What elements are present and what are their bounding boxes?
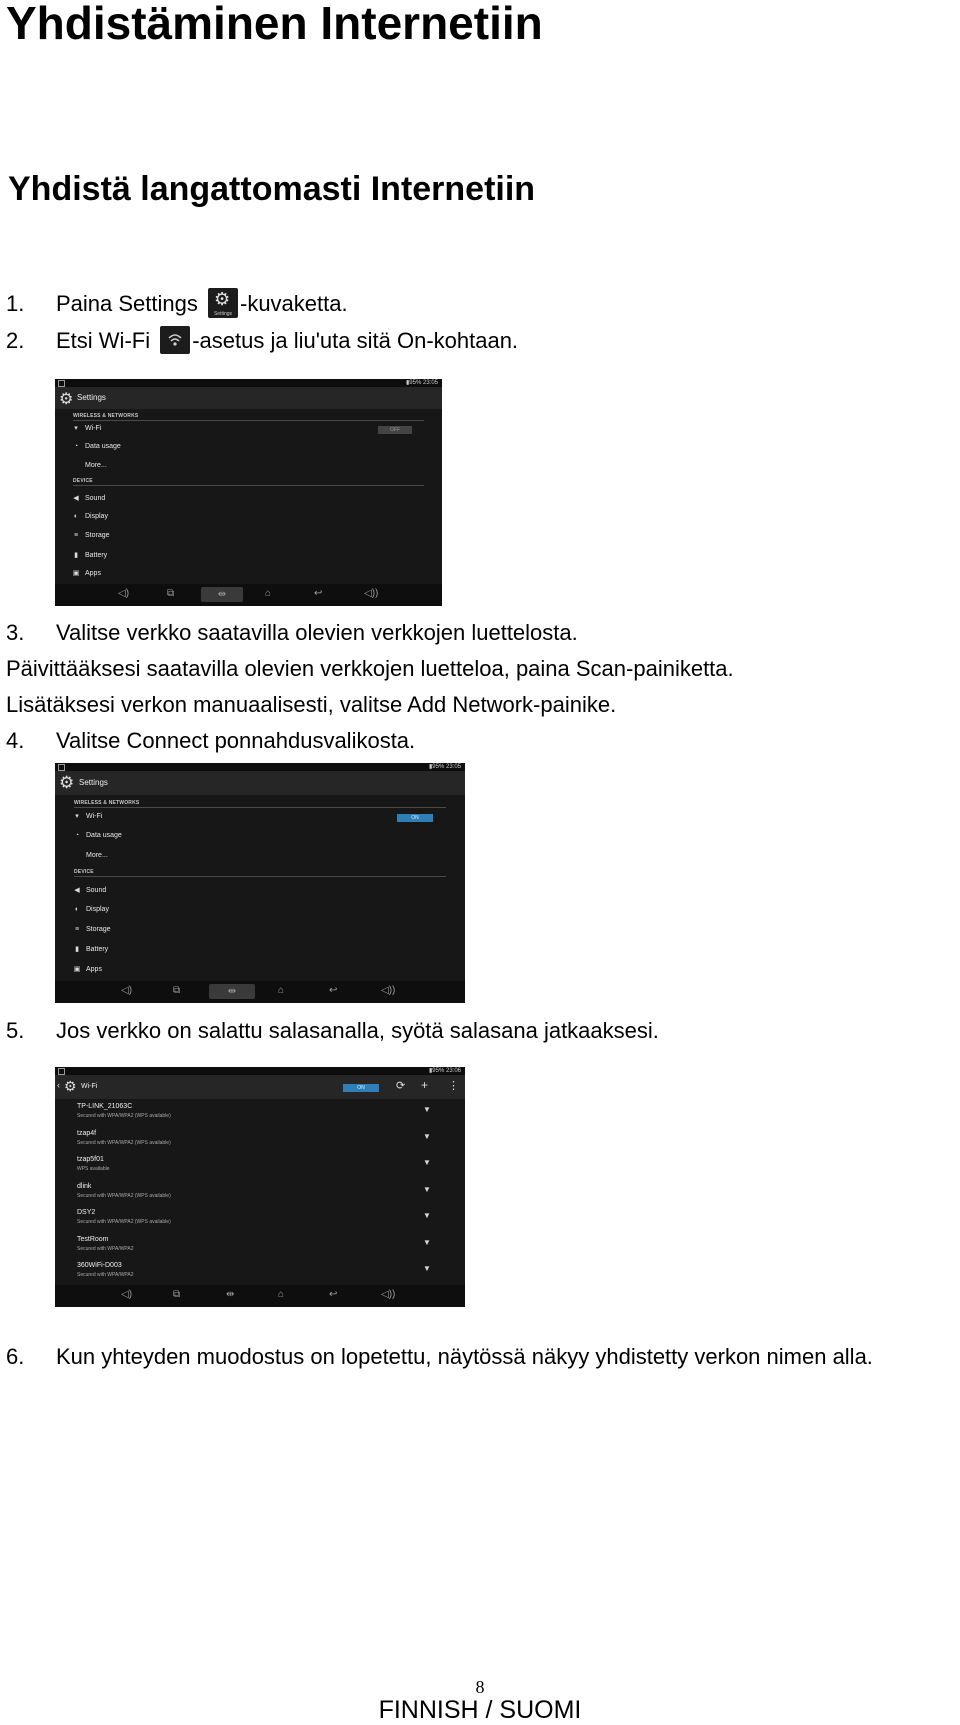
battery-icon: ▮ [74,552,78,559]
apps-row[interactable]: ▣ Apps [73,966,102,973]
battery-row[interactable]: ▮ Battery [72,945,108,953]
storage-row[interactable]: ≡ Storage [72,926,111,933]
network-security: Secured with WPA/WPA2 (WPS available) [77,1219,171,1225]
section-device: DEVICE [74,869,94,875]
speaker-icon: ◀ [74,887,80,894]
network-security: WPS available [77,1166,110,1172]
status-bar: ▮95% 23:05 [406,380,438,386]
more-row[interactable]: More... [86,852,108,859]
settings-icon-caption: Settings [213,311,233,318]
status-bar: ▮95% 23:06 [429,1068,461,1074]
volume-up-icon[interactable]: ◁)) [381,985,396,996]
step-3-refresh-text: Päivittääksesi saatavilla olevien verkkojen luetteloa, paina Scan-painiketta. [6,656,734,681]
apps-row[interactable]: ▣ Apps [72,570,101,577]
wifi-signal-icon: ▼ [423,1264,431,1273]
notification-icon [58,380,65,387]
section-wireless: WIRELESS & NETWORKS [74,800,140,806]
step-text: Jos verkko on salattu salasanalla, syötä salasana jatkaaksesi. [56,1018,659,1043]
data-usage-row[interactable]: ◔ Data usage [72,832,122,839]
screenshot-icon[interactable]: ⧉ [167,588,175,599]
network-name[interactable]: tzap4f [77,1129,97,1137]
volume-down-icon[interactable]: ◁) [118,588,130,599]
back-icon[interactable]: ↩ [329,985,338,996]
screenshot-icon[interactable]: ⧉ [173,1289,181,1300]
screen-title: Wi-Fi [81,1083,98,1090]
back-icon[interactable]: ↩ [314,588,323,599]
scan-icon[interactable]: ⟳ [396,1080,406,1092]
display-row[interactable]: ◐ Display [71,513,108,520]
network-name[interactable]: TestRoom [77,1235,109,1243]
sound-row[interactable]: ◀ Sound [72,886,106,894]
data-usage-icon: ◔ [74,832,80,839]
storage-icon: ≡ [73,532,79,539]
apps-icon: ▣ [73,966,81,973]
gear-icon: ⚙ [64,1078,77,1094]
display-icon: ◐ [73,513,79,520]
screenshot-icon[interactable]: ⧉ [173,985,181,996]
sound-row[interactable]: ◀ Sound [71,494,105,502]
display-icon: ◐ [74,906,80,913]
settings-screenshot-on [55,763,465,1003]
storage-icon: ≡ [74,926,80,933]
wifi-row[interactable]: ▾ Wi-Fi [71,424,101,432]
step-number: 2. [6,328,25,353]
footer-language: FINNISH / SUOMI [378,1696,582,1724]
wifi-toggle[interactable]: ON [397,814,433,822]
section-device: DEVICE [73,478,93,484]
display-row[interactable]: ◐ Display [72,906,109,913]
step-6 [0,1344,960,1372]
page-number: 8 [475,1677,485,1697]
network-security: Secured with WPA/WPA2 [77,1272,134,1278]
data-usage-row[interactable]: ◔ Data usage [71,443,121,450]
step-number: 4. [6,728,25,753]
volume-up-icon[interactable]: ◁)) [381,1289,396,1300]
step-3-add-network-text: Lisätäksesi verkon manuaalisesti, valitse Add Network-painike. [6,692,617,717]
apps-icon: ▣ [72,570,80,577]
network-name[interactable]: TP-LINK_21063C [77,1103,133,1110]
step-4 [0,728,960,756]
step-text: Valitse Connect ponnahdusvalikosta. [56,728,416,753]
screen-title: Settings [79,778,108,787]
wifi-toggle[interactable]: ON [343,1084,379,1092]
volume-up-icon[interactable]: ◁)) [364,588,379,599]
step-text-suffix: -asetus ja liu'uta sitä On-kohtaan. [192,328,519,353]
overflow-menu-icon[interactable]: ⋮ [448,1080,459,1092]
wifi-list-screenshot [55,1067,465,1307]
battery-icon: ▮ [75,946,79,953]
network-security: Secured with WPA/WPA2 [77,1245,134,1252]
wifi-signal-icon: ▼ [423,1237,431,1247]
wifi-signal-icon: ▼ [423,1131,431,1141]
step-text: Valitse verkko saatavilla olevien verkkojen luettelosta. [56,620,578,645]
network-name[interactable]: DSY2 [77,1209,96,1216]
step-number: 1. [6,291,25,316]
home-icon[interactable]: ⌂ [278,985,285,996]
wifi-signal-icon: ▼ [423,1184,431,1194]
gear-icon: ⚙ [59,773,75,792]
section-heading: Yhdistä langattomasti Internetiin [8,170,536,208]
navigation-bar [55,584,442,606]
speaker-icon: ◀ [73,495,79,502]
notification-icon [58,1068,65,1075]
network-security: Secured with WPA/WPA2 (WPS available) [77,1113,171,1119]
network-name[interactable]: tzap5f01 [77,1156,104,1163]
wifi-signal-icon: ▼ [423,1105,431,1114]
back-icon[interactable]: ↩ [329,1289,338,1300]
status-bar: ▮95% 23:05 [429,764,461,770]
menu-icon[interactable]: ⇹ [226,1289,235,1300]
notification-icon [58,764,65,771]
back-chevron-icon[interactable]: ‹ [57,1080,60,1090]
menu-icon[interactable]: ⇹ [209,984,255,999]
menu-icon[interactable]: ⇹ [201,587,243,602]
page-title: Yhdistäminen Internetiin [6,0,543,49]
step-1 [0,291,960,321]
step-number: 5. [6,1018,25,1043]
network-name[interactable]: 360WiFi-D003 [77,1262,122,1269]
wifi-toggle[interactable]: OFF [378,426,412,434]
network-security: Secured with WPA/WPA2 (WPS available) [77,1192,171,1199]
screen-title: Settings [77,393,106,402]
network-name[interactable]: dlink [77,1182,92,1190]
network-security: Secured with WPA/WPA2 (WPS available) [77,1139,171,1146]
step-text: Etsi Wi-Fi [56,328,151,353]
step-text: Paina Settings [56,291,198,316]
step-text-suffix: -kuvaketta. [240,291,348,316]
step-2 [0,328,960,358]
volume-down-icon[interactable]: ◁) [121,1289,133,1300]
battery-row[interactable]: ▮ Battery [71,551,107,559]
step-text: Kun yhteyden muodostus on lopetettu, näytössä näkyy yhdistetty verkon nimen alla. [56,1344,873,1369]
gear-icon: ⚙ Settings [208,288,238,318]
add-network-icon[interactable]: + [421,1078,429,1092]
navigation-bar [55,1285,465,1307]
step-5 [0,1018,960,1046]
wifi-signal-icon: ▼ [423,1158,431,1167]
data-usage-icon: ◔ [73,443,79,450]
home-icon[interactable]: ⌂ [278,1289,285,1300]
wifi-icon [160,326,190,354]
wifi-signal-icon: ▼ [423,1211,431,1220]
more-row[interactable]: More... [85,462,107,469]
wifi-icon: ▾ [75,813,79,820]
wifi-icon: ▾ [74,425,78,432]
section-wireless: WIRELESS & NETWORKS [73,413,139,419]
navigation-bar [55,981,465,1003]
wifi-row[interactable]: ▾ Wi-Fi [72,812,102,820]
home-icon[interactable]: ⌂ [265,588,272,599]
step-number: 6. [6,1344,25,1369]
gear-icon: ⚙ [59,391,74,408]
settings-screenshot-off [55,379,442,606]
step-3 [0,620,960,648]
step-number: 3. [6,620,25,645]
storage-row[interactable]: ≡ Storage [71,532,110,539]
volume-down-icon[interactable]: ◁) [121,985,133,996]
